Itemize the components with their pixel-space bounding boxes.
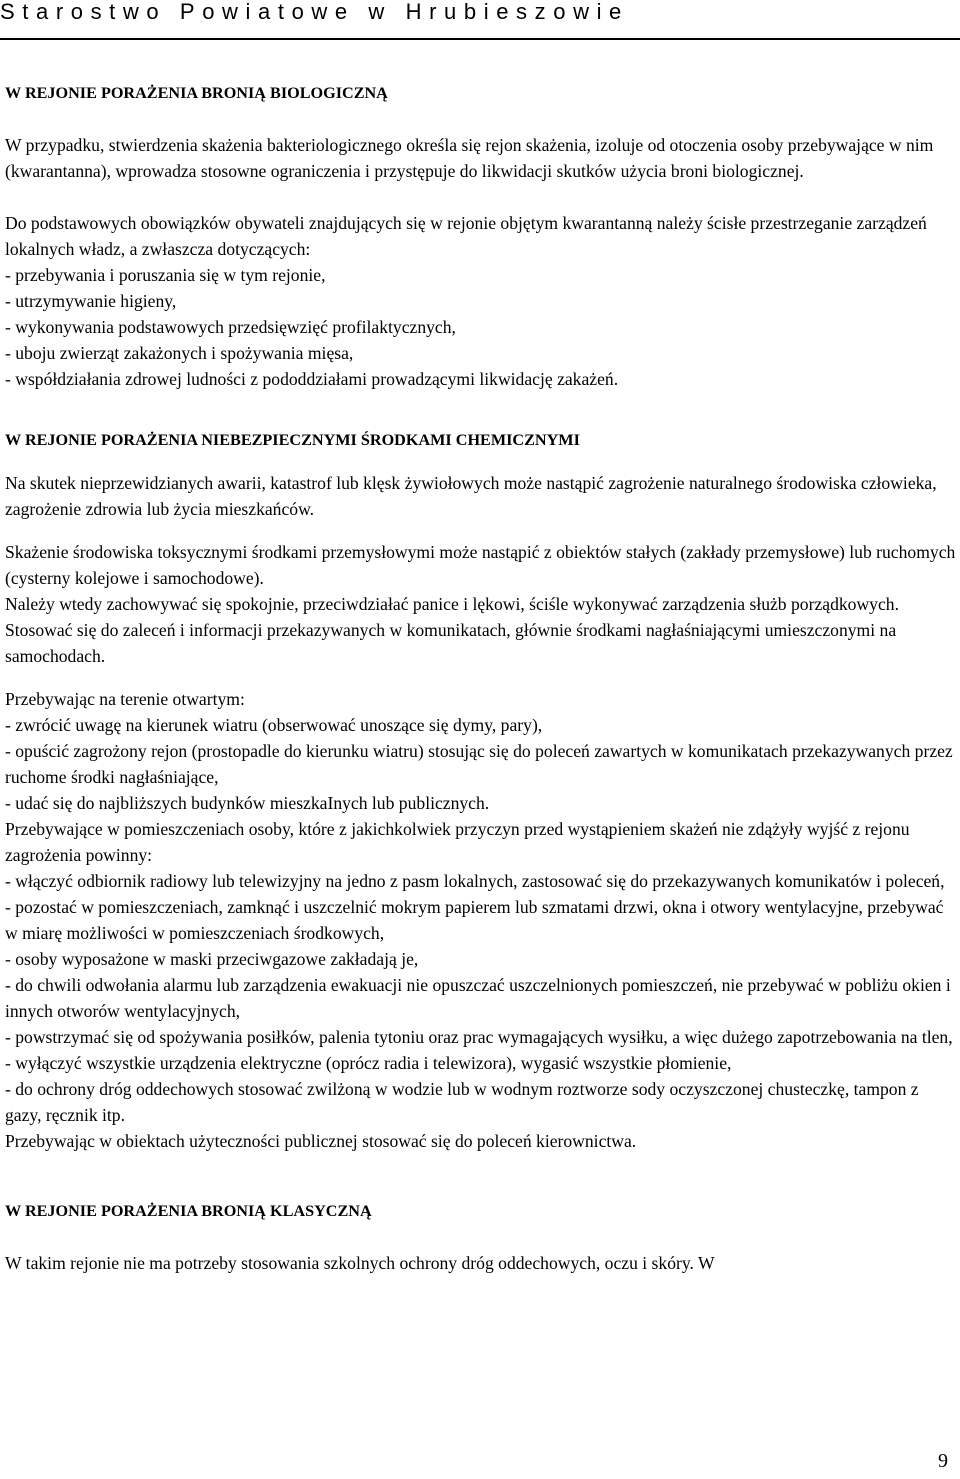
- list-item: - opuścić zagrożony rejon (prostopadle do kierunku wiatru) stosując się do poleceń zawartych w komunikatach przekazywanych przez ruchome środki nagłaśniające,: [5, 741, 953, 787]
- indoor-intro: Przebywające w pomieszczeniach osoby, które z jakichkolwiek przyczyn przed wystąpieniem skażeń nie zdążyły wyjść z rejonu zagrożenia powinny:: [5, 819, 910, 865]
- list-item: - pozostać w pomieszczeniach, zamknąć i uszczelnić mokrym papierem lub szmatami drzwi, okna i otwory wentylacyjne, przebywać w miarę możliwości w pomieszczeniach środkowych,: [5, 897, 944, 943]
- section-heading-classic: W REJONIE PORAŻENIA BRONIĄ KLASYCZNĄ: [5, 1202, 372, 1220]
- paragraph-chem-sources: Skażenie środowiska toksycznymi środkami przemysłowymi może nastąpić z obiektów stałych (zakłady przemysłowe) lub ruchomych (cysterny kolejowe i samochodowe).: [5, 542, 956, 588]
- section-biological: [5, 80, 957, 392]
- paragraph-chem-intro: Na skutek nieprzewidzianych awarii, katastrof lub klęsk żywiołowych może nastąpić zagrożenie naturalnego środowiska człowieka, zagrożenie zdrowia lub życia mieszkańców.: [5, 473, 937, 519]
- list-item: - wykonywania podstawowych przedsięwzięć profilaktycznych,: [5, 317, 456, 337]
- page-header: [0, 0, 960, 40]
- list-item: - przebywania i poruszania się w tym rejonie,: [5, 265, 326, 285]
- paragraph-bio-duties: [5, 210, 957, 392]
- section-heading-chemical: W REJONIE PORAŻENIA NIEBEZPIECZNYMI ŚRODKAMI CHEMICZNYMI: [5, 431, 580, 449]
- paragraph-chem-outdoor: [5, 686, 957, 816]
- paragraph-bio-intro: W przypadku, stwierdzenia skażenia bakteriologicznego określa się rejon skażenia, izoluje od otoczenia osoby przebywające w nim (kwarantanna), wprowadza stosowne ograniczenia i przystępuje do likwidacji skutków użycia broni biologicznej.: [5, 135, 934, 181]
- page-number: 9: [938, 1450, 948, 1472]
- section-classic: [5, 1198, 957, 1276]
- section-chemical: [5, 427, 957, 1154]
- list-item: - utrzymywanie higieny,: [5, 291, 177, 311]
- list-item: - zwrócić uwagę na kierunek wiatru (obserwować unoszące się dymy, pary),: [5, 715, 543, 735]
- outdoor-intro: Przebywając na terenie otwartym:: [5, 689, 245, 709]
- list-item: - wyłączyć wszystkie urządzenia elektryczne (oprócz radia i telewizora), wygasić wszystkie płomienie,: [5, 1053, 732, 1073]
- list-item: - powstrzymać się od spożywania posiłków, palenia tytoniu oraz prac wymagających wysiłku, a więc dużego zapotrzebowania na tlen,: [5, 1027, 953, 1047]
- list-item: - uboju zwierząt zakażonych i spożywania mięsa,: [5, 343, 354, 363]
- paragraph-chem-indoor: [5, 816, 957, 1128]
- document-body: [5, 80, 957, 1276]
- duties-intro: Do podstawowych obowiązków obywateli znajdujących się w rejonie objętym kwarantanną należy ścisłe przestrzeganie zarządzeń lokalnych władz, a zwłaszcza dotyczących:: [5, 213, 927, 259]
- list-item: - osoby wyposażone w maski przeciwgazowe zakładają je,: [5, 949, 419, 969]
- section-heading-biological: W REJONIE PORAŻENIA BRONIĄ BIOLOGICZNĄ: [5, 84, 388, 102]
- list-item: - współdziałania zdrowej ludności z pododdziałami prowadzącymi likwidację zakażeń.: [5, 369, 619, 389]
- list-item: - do chwili odwołania alarmu lub zarządzenia ewakuacji nie opuszczać uszczelnionych pomieszczeń, nie przebywać w pobliżu okien i innych otworów wentylacyjnych,: [5, 975, 951, 1021]
- header-rule: [0, 38, 960, 40]
- header-title: Starostwo Powiatowe w Hrubieszowie: [0, 0, 629, 24]
- paragraph-classic-intro: W takim rejonie nie ma potrzeby stosowania szkolnych ochrony dróg oddechowych, oczu i skóry. W: [5, 1253, 715, 1273]
- list-item: - włączyć odbiornik radiowy lub telewizyjny na jedno z pasm lokalnych, zastosować się do przekazywanych komunikatów i poleceń,: [5, 871, 945, 891]
- list-item: - udać się do najbliższych budynków mieszkaInych lub publicznych.: [5, 793, 490, 813]
- paragraph-chem-conduct: Należy wtedy zachowywać się spokojnie, przeciwdziałać panice i lękowi, ściśle wykonywać zarządzenia służb porządkowych. Stosować się do zaleceń i informacji przekazywanych w komunikatach, głównie środkami nagłaśniającymi umieszczonymi na samochodach.: [5, 594, 899, 666]
- paragraph-chem-public: Przebywając w obiektach użyteczności publicznej stosować się do poleceń kierownictwa.: [5, 1131, 637, 1151]
- list-item: - do ochrony dróg oddechowych stosować zwilżoną w wodzie lub w wodnym roztworze sody oczyszczonej chusteczkę, tampon z gazy, ręcznik itp.: [5, 1079, 919, 1125]
